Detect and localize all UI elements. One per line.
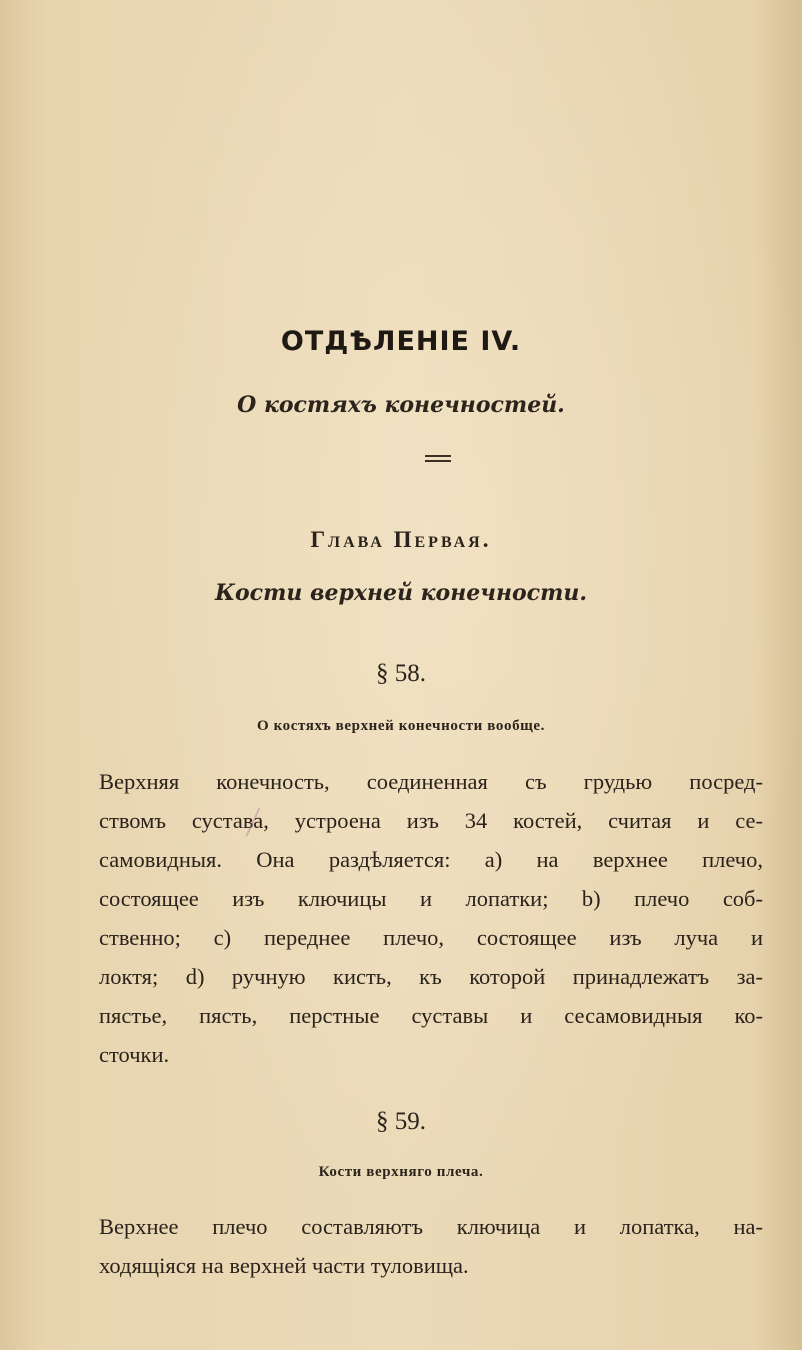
body-line: сточки. <box>99 1042 170 1067</box>
body-line: ственно; c) переднее плечо, состоящее изъ луча и <box>99 925 763 950</box>
body-line: состоящее изъ ключицы и лопатки; b) плечо соб- <box>99 886 763 911</box>
paragraph-body-58 <box>99 762 763 1074</box>
body-line: самовидныя. Она раздѣляется: a) на верхнее плечо, <box>99 847 763 872</box>
body-line: пястье, пясть, перстные суставы и сесамовидныя ко- <box>99 1003 763 1028</box>
chapter-subtitle: Кости верхней конечности. <box>214 580 587 606</box>
paragraph-number-59: § 59. <box>376 1108 426 1135</box>
section-heading: ОТДѢЛЕНІЕ IV. <box>280 326 522 357</box>
section-subtitle: О костяхъ конечностей. <box>237 392 565 418</box>
body-line: Верхняя конечность, соединенная съ грудью посред- <box>99 769 763 794</box>
body-line: Верхнее плечо составляютъ ключица и лопатка, на- <box>99 1214 763 1239</box>
chapter-heading: Глава Первая. <box>310 527 492 552</box>
paragraph-body-59 <box>99 1207 763 1285</box>
body-line: ходящіяся на верхней части туловища. <box>99 1253 469 1278</box>
paragraph-title-59: Кости верхняго плеча. <box>318 1164 484 1180</box>
paragraph-title-58: О костяхъ верхней конечности вообще. <box>256 718 546 734</box>
double-rule-ornament <box>425 455 451 462</box>
body-line: ствомъ сустава, устроена изъ 34 костей, считая и се- <box>99 808 763 833</box>
body-line: локтя; d) ручную кисть, къ которой принадлежатъ за- <box>99 964 763 989</box>
paragraph-number-58: § 58. <box>376 660 426 687</box>
